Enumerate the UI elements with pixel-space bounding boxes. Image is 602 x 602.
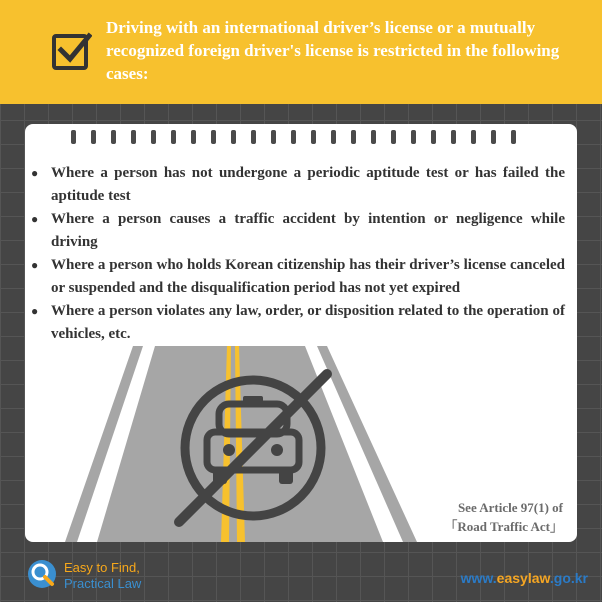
easylaw-logo	[26, 556, 186, 596]
restriction-list	[25, 162, 565, 346]
easylaw-logo-icon	[26, 558, 58, 590]
checkbox-icon	[52, 30, 92, 70]
road-illustration	[65, 346, 425, 542]
notepad-rings	[25, 124, 577, 148]
header-title: Driving with an international driver’s license or a mutually recognized foreign driver's license is restricted in the following cases:	[106, 18, 560, 83]
site-url[interactable]: www.easylaw.go.kr	[460, 570, 588, 586]
logo-line-2: Practical Law	[64, 576, 142, 591]
list-item: ● Where a person violates any law, order, or disposition related to the operation of vehicles, etc.	[31, 303, 565, 342]
logo-line-1: Easy to Find,	[64, 560, 140, 575]
notepad-card	[25, 124, 577, 542]
list-item: ● Where a person has not undergone a periodic aptitude test or has failed the aptitude test	[31, 165, 565, 204]
header-banner	[0, 0, 602, 104]
law-reference: See Article 97(1) of 「Road Traffic Act」	[444, 500, 563, 534]
list-item: ● Where a person who holds Korean citizenship has their driver’s license canceled or suspended and the disqualification period has not yet expired	[31, 257, 565, 296]
list-item: ● Where a person causes a traffic accident by intention or negligence while driving	[31, 211, 565, 250]
